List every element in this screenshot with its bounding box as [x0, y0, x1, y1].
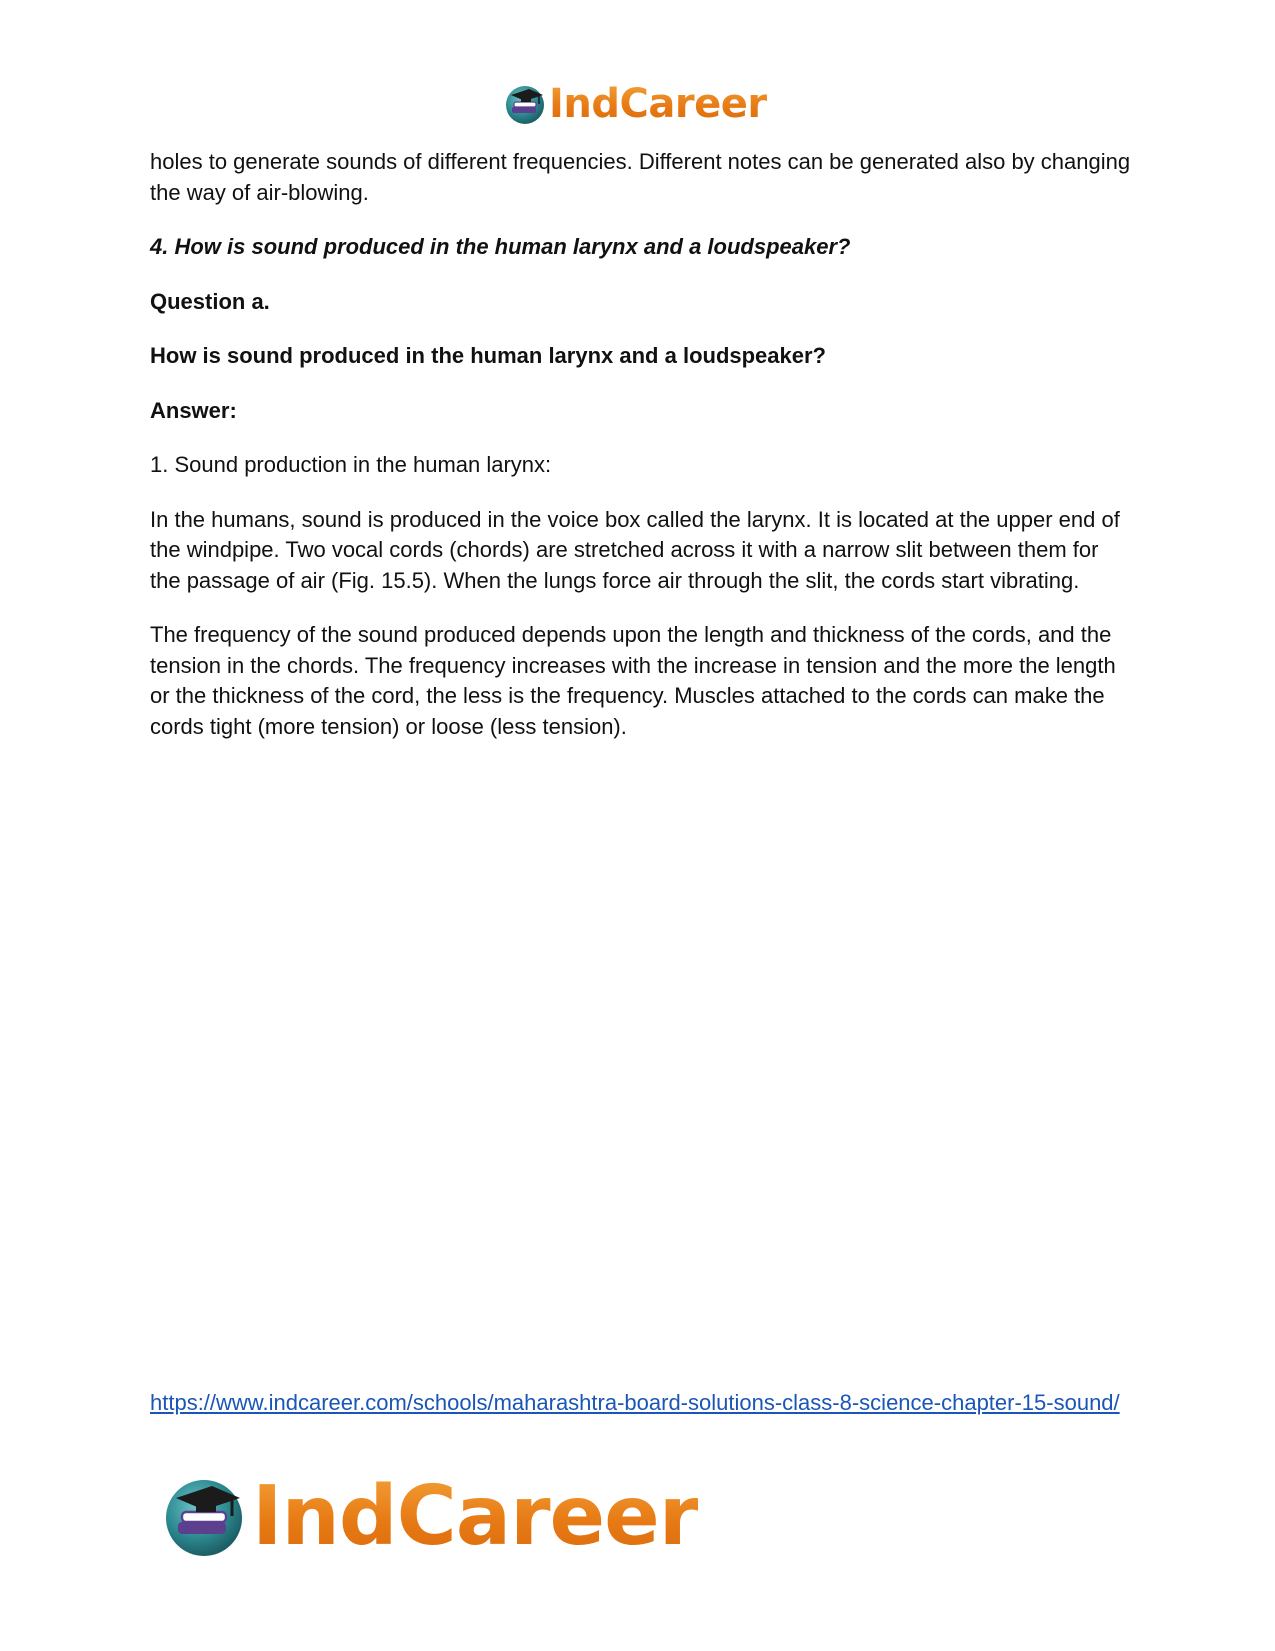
question-label: Question a. — [150, 288, 270, 314]
footer-logo — [160, 1468, 698, 1564]
graduation-cap-globe-book-icon — [503, 82, 547, 126]
question-text: How is sound produced in the human larynx and a loudspeaker? — [150, 343, 826, 368]
answer-label: Answer: — [150, 397, 237, 423]
graduation-cap-globe-book-icon — [160, 1472, 248, 1560]
paragraph-continued: holes to generate sounds of different frequencies. Different notes can be generated also by changing the way of air-blowing. — [150, 149, 1131, 205]
logo-wordmark: IndCareer — [252, 1468, 699, 1564]
header-logo — [503, 80, 767, 128]
answer-point-1: 1. Sound production in the human larynx: — [150, 452, 552, 477]
logo-wordmark: IndCareer — [549, 81, 767, 127]
paragraph-larynx: In the humans, sound is produced in the voice box called the larynx. It is located at the upper end of the windpipe. Two vocal cords (chords) are stretched across it with a narrow slit between them for the passage of air (Fig. 15.5). When the lungs force air through the slit, the cords start vibrating. — [150, 506, 1120, 593]
source-url-link[interactable]: https://www.indcareer.com/schools/maharashtra-board-solutions-class-8-science-chapter-15-sound/ — [150, 1390, 1120, 1415]
paragraph-frequency: The frequency of the sound produced depends upon the length and thickness of the cords, and the tension in the chords. The frequency increases with the increase in tension and the more the length or the thickness of the cord, the less is the frequency. Muscles attached to the cords can make the cords tight (more tension) or loose (less tension). — [150, 622, 1116, 739]
document-body — [150, 147, 1135, 766]
section-question-heading: 4. How is sound produced in the human larynx and a loudspeaker? — [150, 234, 851, 259]
